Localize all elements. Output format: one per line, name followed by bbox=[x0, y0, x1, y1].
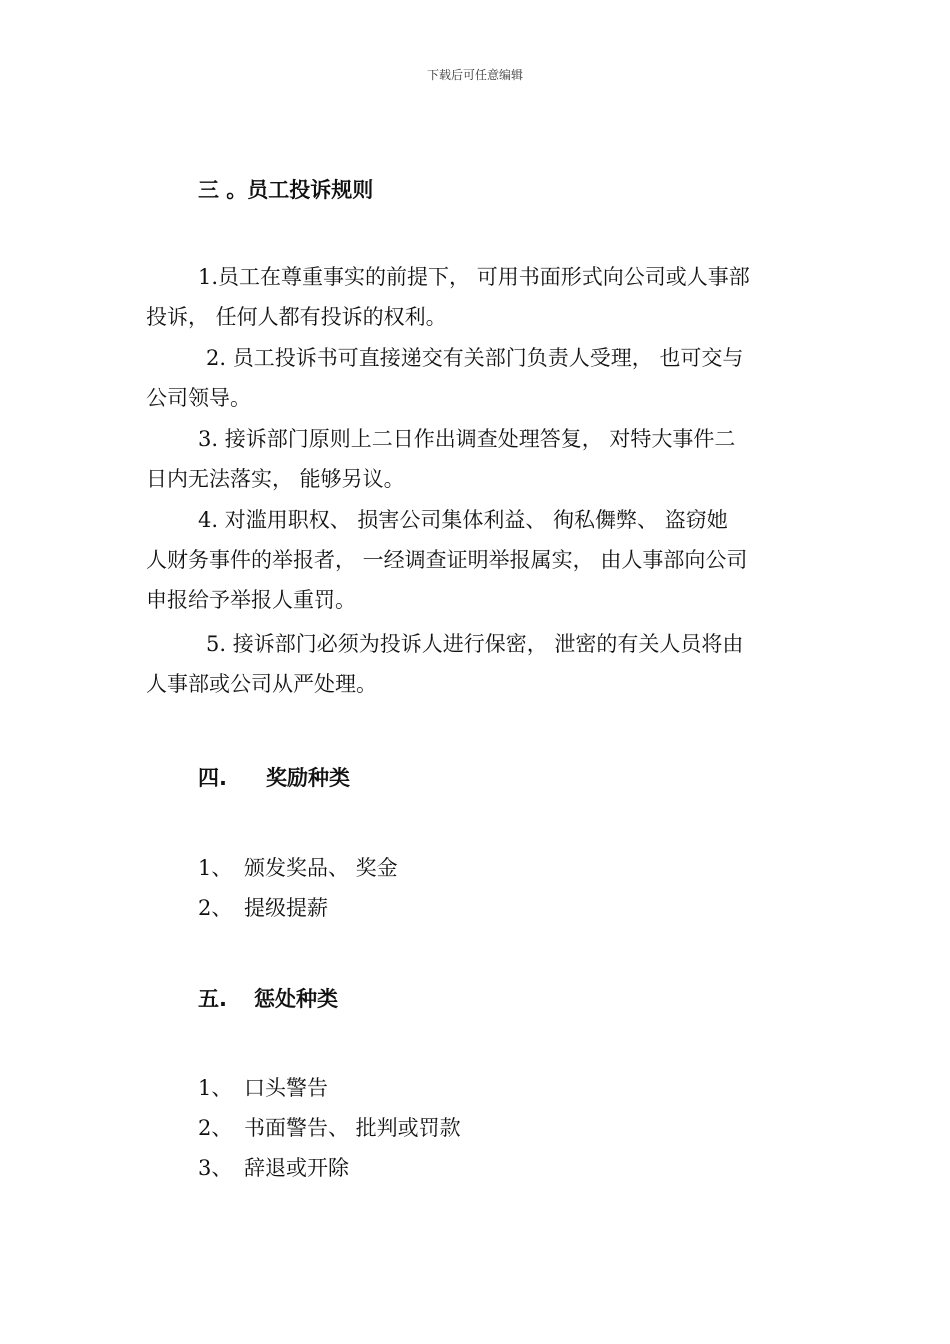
rule-2-line-1: 2. 员工投诉书可直接递交有关部门负责人受理， 也可交与 bbox=[206, 346, 744, 370]
rule-paragraph-2 bbox=[146, 338, 806, 418]
reward-item-text: 提级提薪 bbox=[244, 896, 328, 920]
section-5-heading-text: 惩处种类 bbox=[254, 987, 338, 1011]
section-5-number: 五. bbox=[198, 987, 227, 1011]
penalty-item bbox=[198, 1152, 349, 1182]
reward-item bbox=[198, 892, 328, 922]
section-5-title bbox=[198, 983, 338, 1013]
section-4-title bbox=[198, 762, 350, 792]
penalty-item-text: 辞退或开除 bbox=[244, 1156, 349, 1180]
rule-5-line-1: 5. 接诉部门必须为投诉人进行保密， 泄密的有关人员将由 bbox=[206, 632, 744, 656]
rule-4-line-3: 申报给予举报人重罚。 bbox=[146, 588, 356, 612]
reward-item bbox=[198, 852, 398, 882]
rule-2-line-2: 公司领导。 bbox=[146, 386, 251, 410]
reward-item-number: 1、 bbox=[198, 856, 233, 880]
rule-1-line-1: 1.员工在尊重事实的前提下， 可用书面形式向公司或人事部 bbox=[198, 265, 750, 289]
rule-4-line-1: 4. 对滥用职权、 损害公司集体利益、 徇私儛弊、 盗窃她 bbox=[198, 508, 728, 532]
section-3-title: 三 。员工投诉规则 bbox=[198, 178, 374, 202]
rule-3-line-1: 3. 接诉部门原则上二日作出调查处理答复， 对特大事件二 bbox=[198, 427, 736, 451]
page-header: 下载后可任意编辑 bbox=[426, 68, 523, 82]
rule-1-line-2: 投诉， 任何人都有投诉的权利。 bbox=[146, 305, 447, 329]
rule-5-line-2: 人事部或公司从严处理。 bbox=[146, 672, 377, 696]
penalty-item bbox=[198, 1112, 461, 1142]
penalty-item-text: 书面警告、 批判或罚款 bbox=[244, 1116, 461, 1140]
section-4-heading-text: 奖励种类 bbox=[266, 766, 350, 790]
reward-item-text: 颁发奖品、 奖金 bbox=[244, 856, 398, 880]
penalty-item bbox=[198, 1072, 328, 1102]
penalty-item-text: 口头警告 bbox=[244, 1076, 328, 1100]
section-4-number: 四. bbox=[198, 766, 227, 790]
rule-paragraph-1 bbox=[146, 257, 806, 337]
rule-paragraph-3 bbox=[146, 419, 806, 499]
penalty-item-number: 1、 bbox=[198, 1076, 233, 1100]
penalty-item-number: 2、 bbox=[198, 1116, 233, 1140]
penalty-item-number: 3、 bbox=[198, 1156, 233, 1180]
reward-item-number: 2、 bbox=[198, 896, 233, 920]
rule-3-line-2: 日内无法落实， 能够另议。 bbox=[146, 467, 405, 491]
rule-paragraph-4 bbox=[146, 500, 806, 620]
rule-paragraph-5 bbox=[146, 624, 806, 704]
rule-4-line-2: 人财务事件的举报者， 一经调查证明举报属实， 由人事部向公司 bbox=[146, 548, 748, 572]
